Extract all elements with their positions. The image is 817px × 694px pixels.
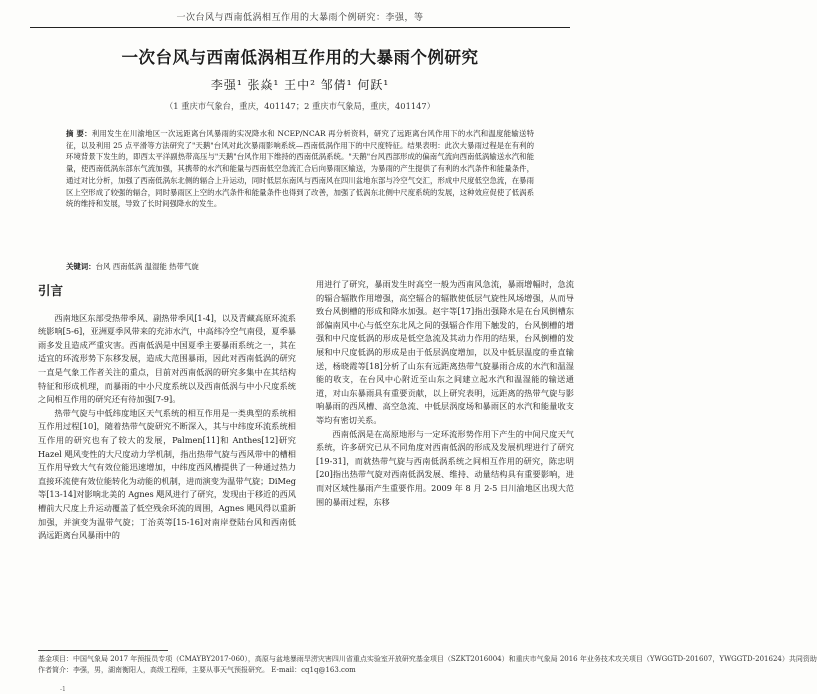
paper-title: 一次台风与西南低涡相互作用的大暴雨个例研究 [121, 48, 479, 67]
body-paragraph: 西南地区东部受热带季风、副热带季风[1-4]，以及青藏高原环流系统影响[5-6]，亚洲夏季风带来的充沛水汽，中高纬冷空气南侵，夏季暴雨多发且造成严重灾害。西南低涡是中国夏季主要暴雨系统之一，其在适宜的环流形势下东移发展，造成大范围暴雨，因此对西南低涡的研究一直是气象工作者关注的重点，目前对西南低涡的研究多集中在其结构特征和形成机理，而暴雨的中小尺度系统以及西南低涡与中小尺度系统之间相互作用的研究还有待加强[7-9]。 [38, 312, 296, 405]
keywords-line [66, 261, 534, 272]
header-rule [30, 27, 570, 28]
footnote-rule [38, 650, 168, 651]
affiliation: （1 重庆市气象台，重庆，401147；2 重庆市气象局，重庆，401147） [164, 101, 435, 111]
right-column [316, 278, 574, 648]
footnote-author-bio: 作者简介：李强，男，湖南衡阳人，高级工程师，主要从事天气预报研究。 E-mail：cq1q@163.com [38, 665, 356, 674]
body-paragraph: 用进行了研究，暴雨发生时高空一般为西南风急流，暴雨增幅时，急流的辐合辐散作用增强，高空辐合的辐散使低层气旋性风场增强，从而导致台风倒槽的形成和降水加强。赵宇等[17]指出强降水是在台风倒槽东部偏南风中心与低空东北风之间的强辐合作用下触发的，台风倒槽的增强和中尺度低涡的形成是低空急流及其动力作用的结果，台风倒槽的发展和中尺度低涡的形成是由于低层涡度增加，以及中低层温度的垂直输送，杨晓霞等[18]分析了山东有远距离热带气旋暴雨合成的水汽和温湿能的收支，在台风中心附近至山东之间建立起水汽和温湿能的输送通道，对山东暴雨具有重要贡献，以上研究表明，远距离的热带气旋与影响暴雨的西风槽、高空急流、中低层涡度场和暴雨区的水汽和能量收支等均有密切关系。 [316, 279, 574, 425]
abstract-block [66, 128, 534, 210]
section-heading-introduction: 引言 [38, 283, 64, 298]
body-paragraph: 西南低涡是在高原地形与一定环流形势作用下产生的中间尺度天气系统，许多研究已从不同角度对西南低涡的形成及发展机理进行了研究[19-31]，而就热带气旋与西南低涡系统之间相互作用的研究，陈忠明[20]指出热带气旋对西南低涡发展、维持、动量结构具有重要影响，进而对区域性暴雨产生重要作用。2009 年 8 月 2-5 日川渝地区出现大范围的暴雨过程，东移 [316, 428, 574, 507]
footnote-funding: 基金项目：中国气象局 2017 年预报员专项（CMAYBY2017-060），高原与盆地暴雨旱涝灾害四川省重点实验室开放研究基金项目（SZKT2016004）和重庆市气象局 2016 年业务技术攻关项目（YWGGTD-201607，YWGGTD-201624）共同资助 [38, 655, 817, 663]
page-number: -1 [60, 686, 66, 693]
running-head: 一次台风与西南低涡相互作用的大暴雨个例研究：李强，等 [176, 13, 424, 23]
abstract-label: 摘 要： [66, 129, 92, 138]
keywords-label: 关键词： [66, 262, 96, 271]
footnote-block [38, 654, 817, 675]
body-paragraph: 热带气旋与中低纬度地区天气系统的相互作用是一类典型的系统相互作用过程[10]，随着热带气旋研究不断深入，其与中纬度环流系统相互作用的研究也有了较大的发展，Palmen[11]和 Anthes[12]研究 Hazel 飓风变性的大尺度动力学机制，指出热带气旋与西风带中的槽相互作用导致大气有效位能迅速增加，中纬度西风槽提供了一种通过热力直接环流使有效位能转化为动能的机制，进而演变为温带气旋；DiMeg 等[13-14]对影响北美的 Agnes 飓风进行了研究，发现由于移近的西风槽前大尺度上升运动覆盖了低空残余环流的周围，Agnes 飓风得以重新加强，并演变为温带气旋；丁治英等[15-16]对南岸登陆台风和西南低涡远距离台风暴雨中的 [38, 407, 296, 541]
abstract-text: 利用发生在川渝地区一次远距离台风暴雨的实况降水和 NCEP/NCAR 再分析资料，研究了远距离台风作用下的水汽和温度能输送特征，以及利用 25 点平滑等方法研究了"天鹅"台风对此次暴雨影响系统—西南低涡作用下的中尺度特征。结果表明：此次大暴雨过程是在有利的环境背景下发生的，即西太平洋副热带高压与"天鹅"台风作用下维持的西南低涡系统。"天鹅"台风西部形成的偏南气流向西南低涡输送水汽和能量，使西南低涡东部东气流加强，其携带的水汽和能量与西南低空急流汇合后向暴雨区输送，为暴雨的产生提供了有利的水汽条件和能量条件，通过对比分析，加强了西南低涡东北侧的辐合上升运动，同时低层东南风与西南风在四川盆地东部与冷空气交汇，形成中尺度低空急流，在暴雨区上空形成了较强的辐合，同时暴雨区上空的水汽条件和能量条件也得到了改善，加强了低涡东北侧中尺度系统的发展，这种效应促使了低涡系统的维持和发展，导致了长时间强降水的发生。 [66, 129, 534, 209]
left-column [38, 278, 296, 648]
keywords-text: 台风 西南低涡 温湿能 热带气旋 [95, 262, 199, 271]
author-list: 李强¹ 张焱¹ 王中² 邹倩¹ 何跃¹ [210, 78, 390, 92]
